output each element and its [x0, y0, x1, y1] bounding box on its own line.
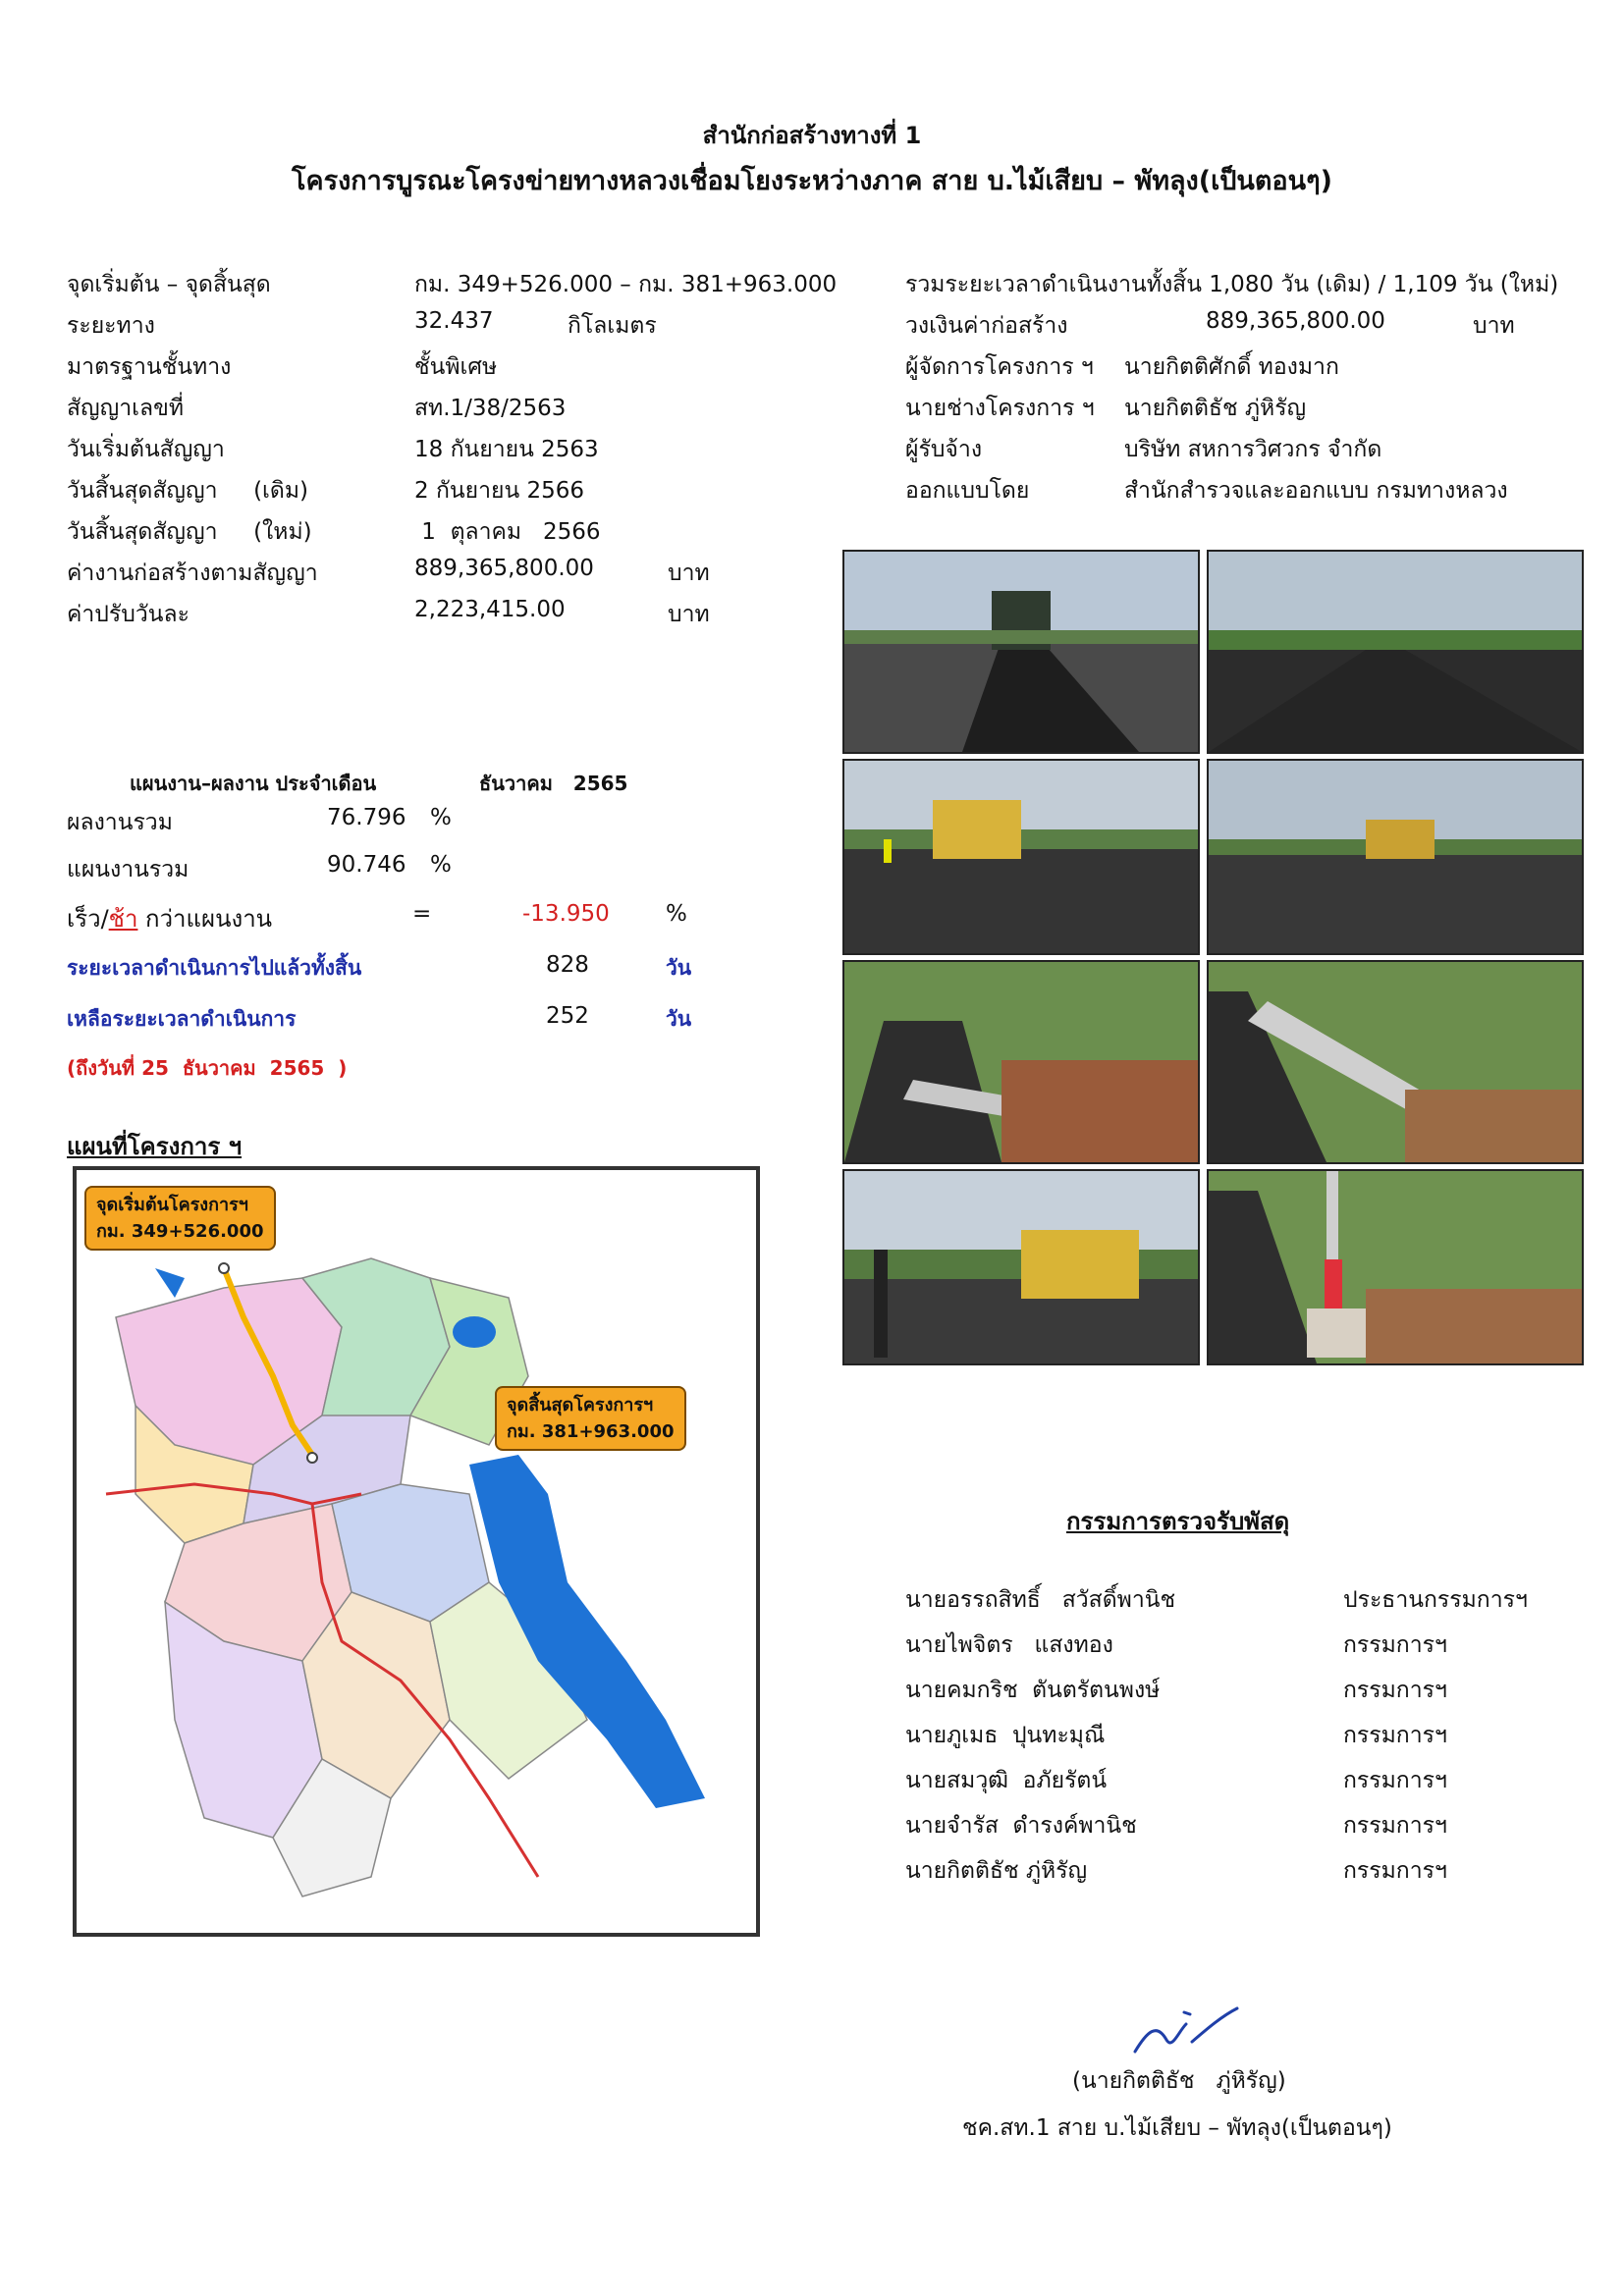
committee-member-role: กรรมการฯ — [1343, 1678, 1447, 1703]
project-title: โครงการบูรณะโครงข่ายทางหลวงเชื่อมโยงระหว่างภาค สาย บ.ไม้เสียบ – พัทลุง(เป็นตอนๆ) — [292, 166, 1332, 196]
info-unit-daily-fine: บาท — [668, 602, 710, 627]
info-label-budget: วงเงินค่าก่อสร้าง — [905, 313, 1068, 339]
elapsed-time-value: 828 — [546, 952, 589, 978]
planned-progress-value: 90.746 — [327, 852, 406, 878]
schedule-variance-value: -13.950 — [522, 901, 610, 927]
info-value-road-class: ชั้นพิเศษ — [414, 354, 498, 380]
info-total-duration: รวมระยะเวลาดำเนินงานทั้งสิ้น 1,080 วัน (เดิม) / 1,109 วัน (ใหม่) — [905, 272, 1559, 297]
signatory-position: ชค.สท.1 สาย บ.ไม้เสียบ – พัทลุง(เป็นตอนๆ) — [962, 2115, 1392, 2141]
info-label-contract-no: สัญญาเลขที่ — [67, 396, 184, 421]
progress-month: ธันวาคม 2565 — [479, 772, 628, 795]
province-map-graphic — [77, 1170, 756, 1933]
info-unit-budget: บาท — [1473, 313, 1515, 339]
info-value-budget: 889,365,800.00 — [1206, 308, 1385, 334]
info-label-contract-cost: ค่างานก่อสร้างตามสัญญา — [67, 561, 318, 586]
elapsed-time-unit: วัน — [666, 956, 692, 980]
info-unit-distance: กิโลเมตร — [568, 313, 657, 339]
progress-heading: แผนงาน–ผลงาน ประจำเดือน — [130, 772, 377, 795]
info-label-contract-end-old: วันสิ้นสุดสัญญา (เดิม) — [67, 478, 308, 504]
info-value-distance: 32.437 — [414, 308, 494, 334]
start-point-title: จุดเริ่มต้นโครงการฯ — [96, 1195, 248, 1215]
committee-member-role: กรรมการฯ — [1343, 1858, 1447, 1884]
schedule-slow-text: ช้า — [108, 905, 138, 933]
elapsed-time-label: ระยะเวลาดำเนินการไปแล้วทั้งสิ้น — [67, 956, 362, 980]
site-photo-4 — [1207, 759, 1584, 955]
end-point-km: กม. 381+963.000 — [507, 1421, 675, 1442]
actual-progress-value: 76.796 — [327, 805, 406, 830]
end-point-title: จุดสิ้นสุดโครงการฯ — [507, 1395, 654, 1415]
committee-member-name: นายคมกริช ตันตรัตนพงษ์ — [905, 1678, 1161, 1703]
start-point-km: กม. 349+526.000 — [96, 1221, 264, 1242]
info-value-designer: สำนักสำรวจและออกแบบ กรมทางหลวง — [1124, 478, 1508, 504]
site-photo-6 — [1207, 960, 1584, 1164]
committee-heading: กรรมการตรวจรับพัสดุ — [1066, 1508, 1290, 1535]
committee-member-role: ประธานกรรมการฯ — [1343, 1587, 1528, 1613]
committee-member-name: นายไพจิตร แสงทอง — [905, 1632, 1113, 1658]
committee-member-role: กรรมการฯ — [1343, 1813, 1447, 1839]
schedule-variance-suffix: กว่าแผนงาน — [137, 905, 273, 933]
site-photo-1 — [842, 550, 1200, 754]
site-photo-2 — [1207, 550, 1584, 754]
info-label-contractor: ผู้รับจ้าง — [905, 437, 983, 462]
schedule-variance-unit: % — [666, 901, 687, 927]
actual-progress-label: ผลงานรวม — [67, 810, 173, 835]
info-label-designer: ออกแบบโดย — [905, 478, 1030, 504]
info-label-project-manager: ผู้จัดการโครงการ ฯ — [905, 354, 1094, 380]
end-point-callout — [495, 1386, 686, 1451]
info-value-project-engineer: นายกิตติธัช ภู่หิรัญ — [1124, 396, 1307, 421]
committee-member-name: นายจำรัส ดำรงค์พานิช — [905, 1813, 1137, 1839]
committee-member-role: กรรมการฯ — [1343, 1768, 1447, 1793]
remaining-time-label: เหลือระยะเวลาดำเนินการ — [67, 1007, 297, 1031]
site-photo-3 — [842, 759, 1200, 955]
info-value-contractor: บริษัท สหการวิศวกร จำกัด — [1124, 437, 1382, 462]
as-of-date: (ถึงวันที่ 25 ธันวาคม 2565 ) — [67, 1056, 348, 1080]
start-point-callout — [84, 1186, 276, 1251]
info-value-start-end: กม. 349+526.000 – กม. 381+963.000 — [414, 272, 838, 297]
site-photo-8 — [1207, 1169, 1584, 1365]
site-photo-5 — [842, 960, 1200, 1164]
schedule-fast-text: เร็ว/ — [67, 905, 109, 933]
info-value-contract-end-new: 1 ตุลาคม 2566 — [414, 519, 601, 545]
planned-progress-unit: % — [430, 852, 452, 878]
info-label-daily-fine: ค่าปรับวันละ — [67, 602, 189, 627]
committee-member-role: กรรมการฯ — [1343, 1723, 1447, 1748]
map-heading: แผนที่โครงการ ฯ — [67, 1133, 243, 1160]
info-unit-contract-cost: บาท — [668, 561, 710, 586]
info-value-daily-fine: 2,223,415.00 — [414, 597, 566, 622]
actual-progress-unit: % — [430, 805, 452, 830]
signatory-name: (นายกิตติธัช ภู่หิรัญ) — [1072, 2068, 1286, 2094]
signature-scribble — [1127, 2002, 1245, 2061]
committee-member-role: กรรมการฯ — [1343, 1632, 1447, 1658]
info-value-contract-end-old: 2 กันยายน 2566 — [414, 478, 585, 504]
planned-progress-label: แผนงานรวม — [67, 857, 189, 882]
info-label-contract-start: วันเริ่มต้นสัญญา — [67, 437, 225, 462]
committee-member-name: นายกิตติธัช ภู่หิรัญ — [905, 1858, 1088, 1884]
committee-member-name: นายสมวุฒิ อภัยรัตน์ — [905, 1768, 1108, 1793]
remaining-time-unit: วัน — [666, 1007, 692, 1031]
info-value-contract-cost: 889,365,800.00 — [414, 556, 594, 581]
info-value-contract-start: 18 กันยายน 2563 — [414, 437, 599, 462]
info-value-contract-no: สท.1/38/2563 — [414, 396, 567, 421]
committee-member-name: นายภูเมธ ปุนทะมุณี — [905, 1723, 1106, 1748]
info-label-contract-end-new: วันสิ้นสุดสัญญา (ใหม่) — [67, 519, 312, 545]
site-photo-7 — [842, 1169, 1200, 1365]
info-label-start-end: จุดเริ่มต้น – จุดสิ้นสุด — [67, 272, 271, 297]
office-title: สำนักก่อสร้างทางที่ 1 — [702, 122, 922, 149]
info-label-project-engineer: นายช่างโครงการ ฯ — [905, 396, 1095, 421]
schedule-variance-equals: = — [412, 901, 432, 927]
info-value-project-manager: นายกิตติศักดิ์ ทองมาก — [1124, 354, 1339, 380]
info-label-road-class: มาตรฐานชั้นทาง — [67, 354, 232, 380]
project-map — [73, 1166, 760, 1937]
schedule-variance-label — [67, 899, 272, 937]
info-label-distance: ระยะทาง — [67, 313, 155, 339]
committee-member-name: นายอรรถสิทธิ์ สวัสดิ์พานิช — [905, 1587, 1176, 1613]
remaining-time-value: 252 — [546, 1003, 589, 1029]
